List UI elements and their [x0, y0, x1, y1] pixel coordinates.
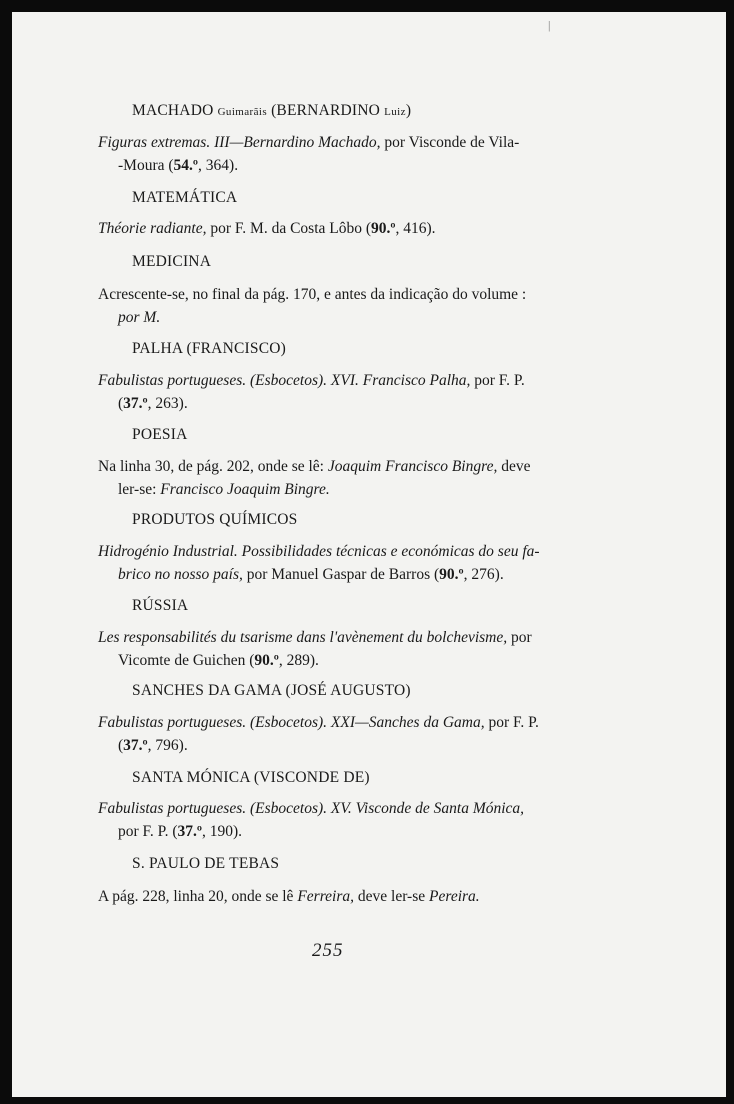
entry-heading: RÚSSIA [132, 597, 189, 614]
entry-heading: MEDICINA [132, 253, 212, 270]
entry-heading: MACHADO Guimarãis (BERNARDINO Luiz) [132, 102, 412, 119]
entry-text: Fabulistas portugueses. (Esbocetos). XXI—Sanches da Gama, por F. P. (37.º, 796). [98, 714, 539, 754]
entry-heading: S. PAULO DE TEBAS [132, 855, 280, 872]
entry-heading: PALHA (FRANCISCO) [132, 340, 286, 357]
entry-text: Acrescente-se, no final da pág. 170, e antes da indicação do volume : por M. [98, 286, 527, 326]
entry-heading: PRODUTOS QUÍMICOS [132, 511, 298, 528]
print-speck: | [548, 18, 551, 32]
entry-text: Na linha 30, de pág. 202, onde se lê: Joaquim Francisco Bingre, deve ler-se: Francisco Joaquim Bingre. [98, 458, 531, 498]
entry-text: Les responsabilités du tsarisme dans l'avènement du bolchevisme, por Vicomte de Guichen (90.º, 289). [98, 629, 532, 669]
page-number: 255 [312, 940, 344, 961]
entry-heading: MATEMÁTICA [132, 189, 238, 206]
entry-text: Hidrogénio Industrial. Possibilidades técnicas e económicas do seu fa- brico no nosso país, por Manuel Gaspar de Barros (90.º, 276). [98, 543, 540, 583]
entry-heading: SANTA MÓNICA (VISCONDE DE) [132, 769, 370, 786]
entry-text: Figuras extremas. III—Bernardino Machado, por Visconde de Vila- -Moura (54.º, 364). [98, 134, 520, 174]
entry-heading: SANCHES DA GAMA (JOSÉ AUGUSTO) [132, 682, 411, 699]
page [12, 12, 726, 1097]
entry-text: A pág. 228, linha 20, onde se lê Ferreira, deve ler-se Pereira. [98, 888, 480, 905]
entry-heading: POESIA [132, 426, 188, 443]
entry-text: Fabulistas portugueses. (Esbocetos). XV. Visconde de Santa Mónica, por F. P. (37.º, 190). [98, 800, 525, 840]
entry-text: Théorie radiante, por F. M. da Costa Lôbo (90.º, 416). [98, 220, 436, 237]
entry-text: Fabulistas portugueses. (Esbocetos). XVI. Francisco Palha, por F. P. (37.º, 263). [98, 372, 525, 412]
